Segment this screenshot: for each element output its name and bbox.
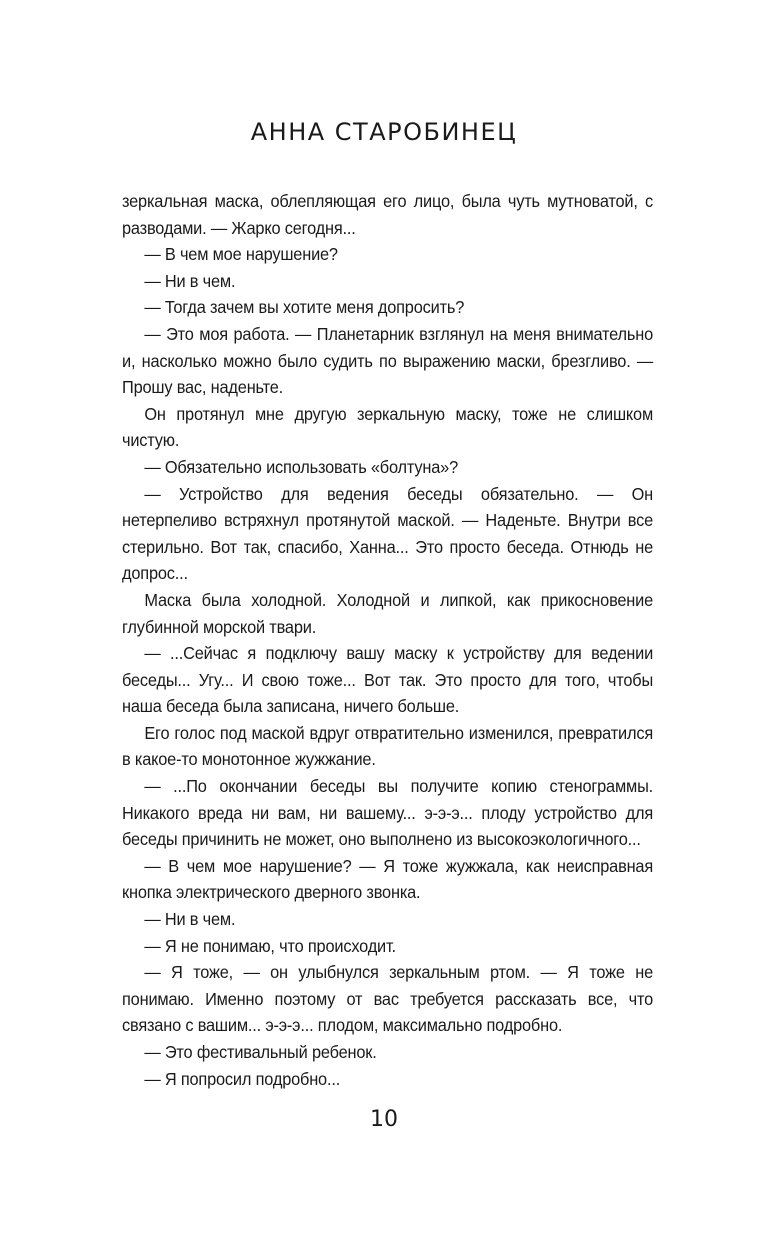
paragraph: — Я тоже, — он улыбнулся зеркальным ртом. — Я тоже не понимаю. Именно поэтому от вас требуется рассказать все, что связано с вашим... э-э-э... плодом, максимально подробно. <box>122 962 654 1036</box>
paragraph: — Тогда зачем вы хотите меня допросить? <box>144 297 465 318</box>
body-text <box>122 188 653 1092</box>
paragraph: — ...Сейчас я подключу вашу маску к устройству для ведении беседы... Угу... И свою тоже... Вот так. Это просто для того, чтобы наша беседа была записана, ничего больше. <box>122 643 654 717</box>
paragraph: — Устройство для ведения беседы обязательно. — Он нетерпеливо встряхнул протянутой маской. — Наденьте. Внутри все стерильно. Вот так, спасибо, Ханна... Это просто беседа. Отнюдь не допрос... <box>122 483 654 584</box>
paragraph: — В чем мое нарушение? — Я тоже жужжала, как неисправная кнопка электрического дверного звонка. <box>122 855 654 903</box>
paragraph: — Обязательно использовать «болтуна»? <box>144 456 458 477</box>
paragraph: — Это моя работа. — Планетарник взглянул на меня внимательно и, насколько можно было судить по выражению маски, брезгливо. — Прошу вас, наденьте. <box>122 323 654 398</box>
paragraph: — Ни в чем. <box>144 909 236 930</box>
paragraph: — ...По окончании беседы вы получите копию стенограммы. Никакого вреда ни вам, ни вашему... э-э-э... плоду устройство для беседы причинить не может, оно выполнено из высокоэкологичного... <box>122 776 654 850</box>
paragraph: — Ни в чем. <box>144 270 236 291</box>
paragraph: Маска была холодной. Холодной и липкой, как прикосновение глубинной морской твари. <box>122 589 654 637</box>
paragraph: — Я не понимаю, что происходит. <box>144 935 396 956</box>
paragraph: — Это фестивальный ребенок. <box>144 1042 377 1062</box>
paragraph: Его голос под маской вдруг отвратительно изменился, превратился в какое-то монотонное жужжание. <box>122 722 654 770</box>
page-number: 10 <box>370 1107 398 1132</box>
running-head-author: АННА СТАРОБИНЕЦ <box>250 118 518 146</box>
paragraph: — В чем мое нарушение? <box>144 244 338 265</box>
paragraph: Он протянул мне другую зеркальную маску, тоже не слишком чистую. <box>122 403 654 451</box>
paragraph: зеркальная маска, облепляющая его лицо, была чуть мутноватой, с разводами. — Жарко сегодня... <box>122 191 654 238</box>
paragraph: — Я попросил подробно... <box>144 1068 341 1089</box>
